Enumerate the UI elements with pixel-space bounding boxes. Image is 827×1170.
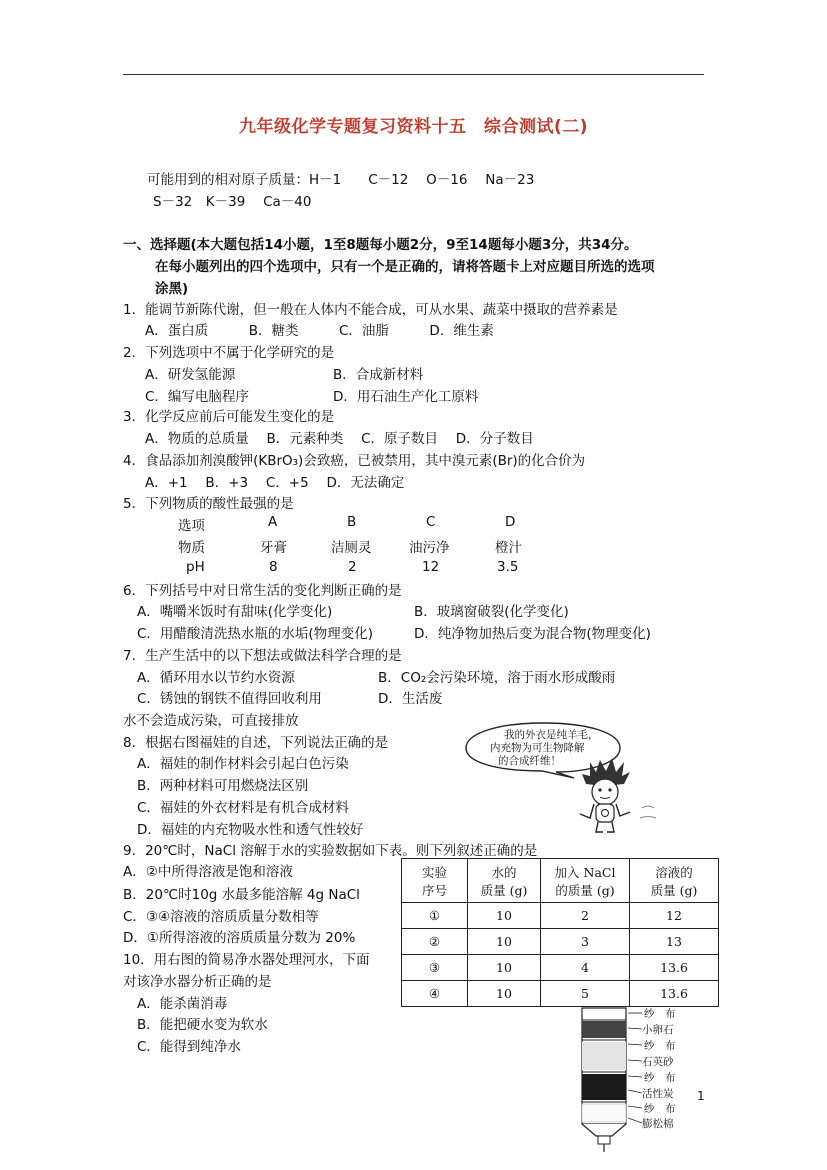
q5-substance-d: 橙汁	[495, 540, 522, 556]
table-cell: 4	[541, 955, 630, 981]
section-heading: 一、选择题(本大题包括14小题，1至8题每小题2分，9至14题每小题3分，共34分。	[123, 237, 638, 253]
question-8-option-d: D．福娃的内充物吸水性和透气性较好	[137, 822, 364, 838]
table-header-cell: 水的 质量 (g)	[468, 859, 541, 903]
bubble-text-2: 内充物为可生物降解	[490, 742, 585, 754]
question-6-option-b: B．玻璃窗破裂(化学变化)	[414, 604, 569, 620]
table-cell: ④	[402, 981, 468, 1007]
table-cell: 10	[468, 981, 541, 1007]
atomic-mass-line2: S－32 K－39 Ca－40	[153, 194, 312, 210]
filter-label-gauze-2: 纱 布	[644, 1040, 676, 1052]
question-7-option-a: A．循环用水以节约水资源	[137, 670, 295, 686]
question-9-option-c: C．③④溶液的溶质质量分数相等	[123, 909, 319, 925]
q5-row-label-option: 选项	[178, 518, 205, 534]
table-cell: 12	[630, 903, 719, 929]
table-cell: 2	[541, 903, 630, 929]
filter-label-gauze-1: 纱 布	[644, 1008, 676, 1020]
header-rule	[123, 74, 704, 75]
question-7-stem: 7．生产生活中的以下想法或做法科学合理的是	[123, 648, 402, 664]
question-8-option-a: A．福娃的制作材料会引起白色污染	[137, 756, 349, 772]
q5-option-b: B	[347, 514, 357, 530]
question-9-option-d: D．①所得溶液的溶质质量分数为 20%	[123, 930, 356, 946]
question-9-option-a: A．②中所得溶液是饱和溶液	[123, 864, 293, 880]
question-10-option-c: C．能得到纯净水	[137, 1039, 241, 1055]
fuwa-mascot-figure	[560, 756, 675, 836]
q5-row-label-ph: pH	[186, 559, 205, 575]
question-10-stem-2: 对该净水器分析正确的是	[123, 974, 272, 990]
question-6-option-a: A．嘴嚼米饭时有甜味(化学变化)	[137, 604, 333, 620]
question-2-option-a: A．研发氢能源	[145, 367, 236, 383]
question-8-option-b: B．两种材料可用燃烧法区别	[137, 778, 309, 794]
question-4-options: A．+1 B．+3 C．+5 D．无法确定	[145, 475, 405, 491]
filter-label-cotton: 膨松棉	[642, 1118, 674, 1130]
table-cell: ③	[402, 955, 468, 981]
table-cell: 10	[468, 955, 541, 981]
question-10-option-b: B．能把硬水变为软水	[137, 1017, 268, 1033]
q5-substance-c: 油污净	[409, 540, 450, 556]
q5-substance-b: 洁厕灵	[331, 540, 372, 556]
table-cell: 3	[541, 929, 630, 955]
q5-ph-d: 3.5	[497, 559, 519, 575]
bubble-text-3: 的合成纤维！	[498, 755, 561, 767]
table-cell: 13	[630, 929, 719, 955]
table-cell: 10	[468, 929, 541, 955]
question-7-option-c: C．锈蚀的钢铁不值得回收利用	[137, 691, 322, 707]
filter-label-gauze-4: 纱 布	[644, 1103, 676, 1115]
q5-ph-b: 2	[348, 559, 357, 575]
table-header-cell: 溶液的 质量 (g)	[630, 859, 719, 903]
q5-option-d: D	[505, 514, 516, 530]
question-8-stem: 8．根据右图福娃的自述，下列说法正确的是	[123, 735, 389, 751]
table-header-cell: 实验 序号	[402, 859, 468, 903]
table-row	[402, 903, 719, 929]
table-cell: 13.6	[630, 981, 719, 1007]
table-cell: 5	[541, 981, 630, 1007]
question-7-option-d-cont: 水不会造成污染，可直接排放	[123, 713, 299, 729]
table-header-cell: 加入 NaCl 的质量 (g)	[541, 859, 630, 903]
question-7-option-b: B．CO₂会污染环境，溶于雨水形成酸雨	[378, 670, 616, 686]
question-3-stem: 3．化学反应前后可能发生变化的是	[123, 409, 335, 425]
question-8-option-c: C．福娃的外衣材料是有机合成材料	[137, 800, 349, 816]
filter-label-leaders	[628, 1008, 642, 1128]
question-6-stem: 6．下列括号中对日常生活的变化判断正确的是	[123, 583, 402, 599]
question-1-options: A．蛋白质 B．糖类 C．油脂 D．维生素	[145, 323, 494, 339]
bubble-text-1: 我的外衣是纯羊毛，	[504, 729, 599, 741]
question-9-stem: 9．20℃时，NaCl 溶解于水的实验数据如下表。则下列叙述正确的是	[123, 843, 538, 859]
table-cell: 10	[468, 903, 541, 929]
table-cell: ②	[402, 929, 468, 955]
question-4-stem: 4．食品添加剂溴酸钾(KBrO₃)会致癌，已被禁用，其中溴元素(Br)的化合价为	[123, 453, 586, 469]
filter-label-pebbles: 小卵石	[642, 1024, 674, 1036]
q5-option-a: A	[268, 514, 278, 530]
table-row	[402, 955, 719, 981]
q5-ph-c: 12	[422, 559, 440, 575]
question-6-option-d: D．纯净物加热后变为混合物(物理变化)	[414, 626, 651, 642]
question-3-options: A．物质的总质量 B．元素种类 C．原子数目 D．分子数目	[145, 431, 534, 447]
question-7-option-d: D．生活废	[378, 691, 443, 707]
q5-row-label-substance: 物质	[178, 540, 205, 556]
filter-label-gauze-3: 纱 布	[644, 1072, 676, 1084]
filter-label-quartz-sand: 石英砂	[642, 1056, 674, 1068]
filter-label-activated-carbon: 活性炭	[642, 1088, 674, 1100]
question-2-option-d: D．用石油生产化工原料	[333, 389, 479, 405]
atomic-mass-line1: 可能用到的相对原子质量：H－1 C－12 O－16 Na－23	[147, 172, 535, 188]
water-filter-diagram	[576, 1004, 632, 1154]
question-2-stem: 2．下列选项中不属于化学研究的是	[123, 345, 335, 361]
q5-substance-a: 牙膏	[260, 540, 287, 556]
question-2-option-b: B．合成新材料	[333, 367, 424, 383]
q5-ph-a: 8	[269, 559, 278, 575]
q5-option-c: C	[426, 514, 436, 530]
table-cell: 13.6	[630, 955, 719, 981]
table-row	[402, 929, 719, 955]
page-number: 1	[697, 1089, 705, 1103]
question-9-option-b: B．20℃时10g 水最多能溶解 4g NaCl	[123, 887, 360, 903]
section-heading-3: 涂黑)	[155, 281, 189, 297]
question-10-option-a: A．能杀菌消毒	[137, 996, 228, 1012]
page-title: 九年级化学专题复习资料十五 综合测试(二)	[238, 117, 589, 137]
question-1-stem: 1．能调节新陈代谢，但一般在人体内不能合成，可从水果、蔬菜中摄取的营养素是	[123, 302, 618, 318]
nacl-data-table	[401, 858, 719, 1007]
table-cell: ①	[402, 903, 468, 929]
question-2-option-c: C．编写电脑程序	[145, 389, 249, 405]
question-6-option-c: C．用醋酸清洗热水瓶的水垢(物理变化)	[137, 626, 373, 642]
question-10-stem: 10．用右图的简易净水器处理河水，下面	[123, 952, 370, 968]
question-5-stem: 5．下列物质的酸性最强的是	[123, 496, 294, 512]
section-heading-2: 在每小题列出的四个选项中，只有一个是正确的，请将答题卡上对应题目所选的选项	[155, 259, 655, 275]
table-row	[402, 981, 719, 1007]
